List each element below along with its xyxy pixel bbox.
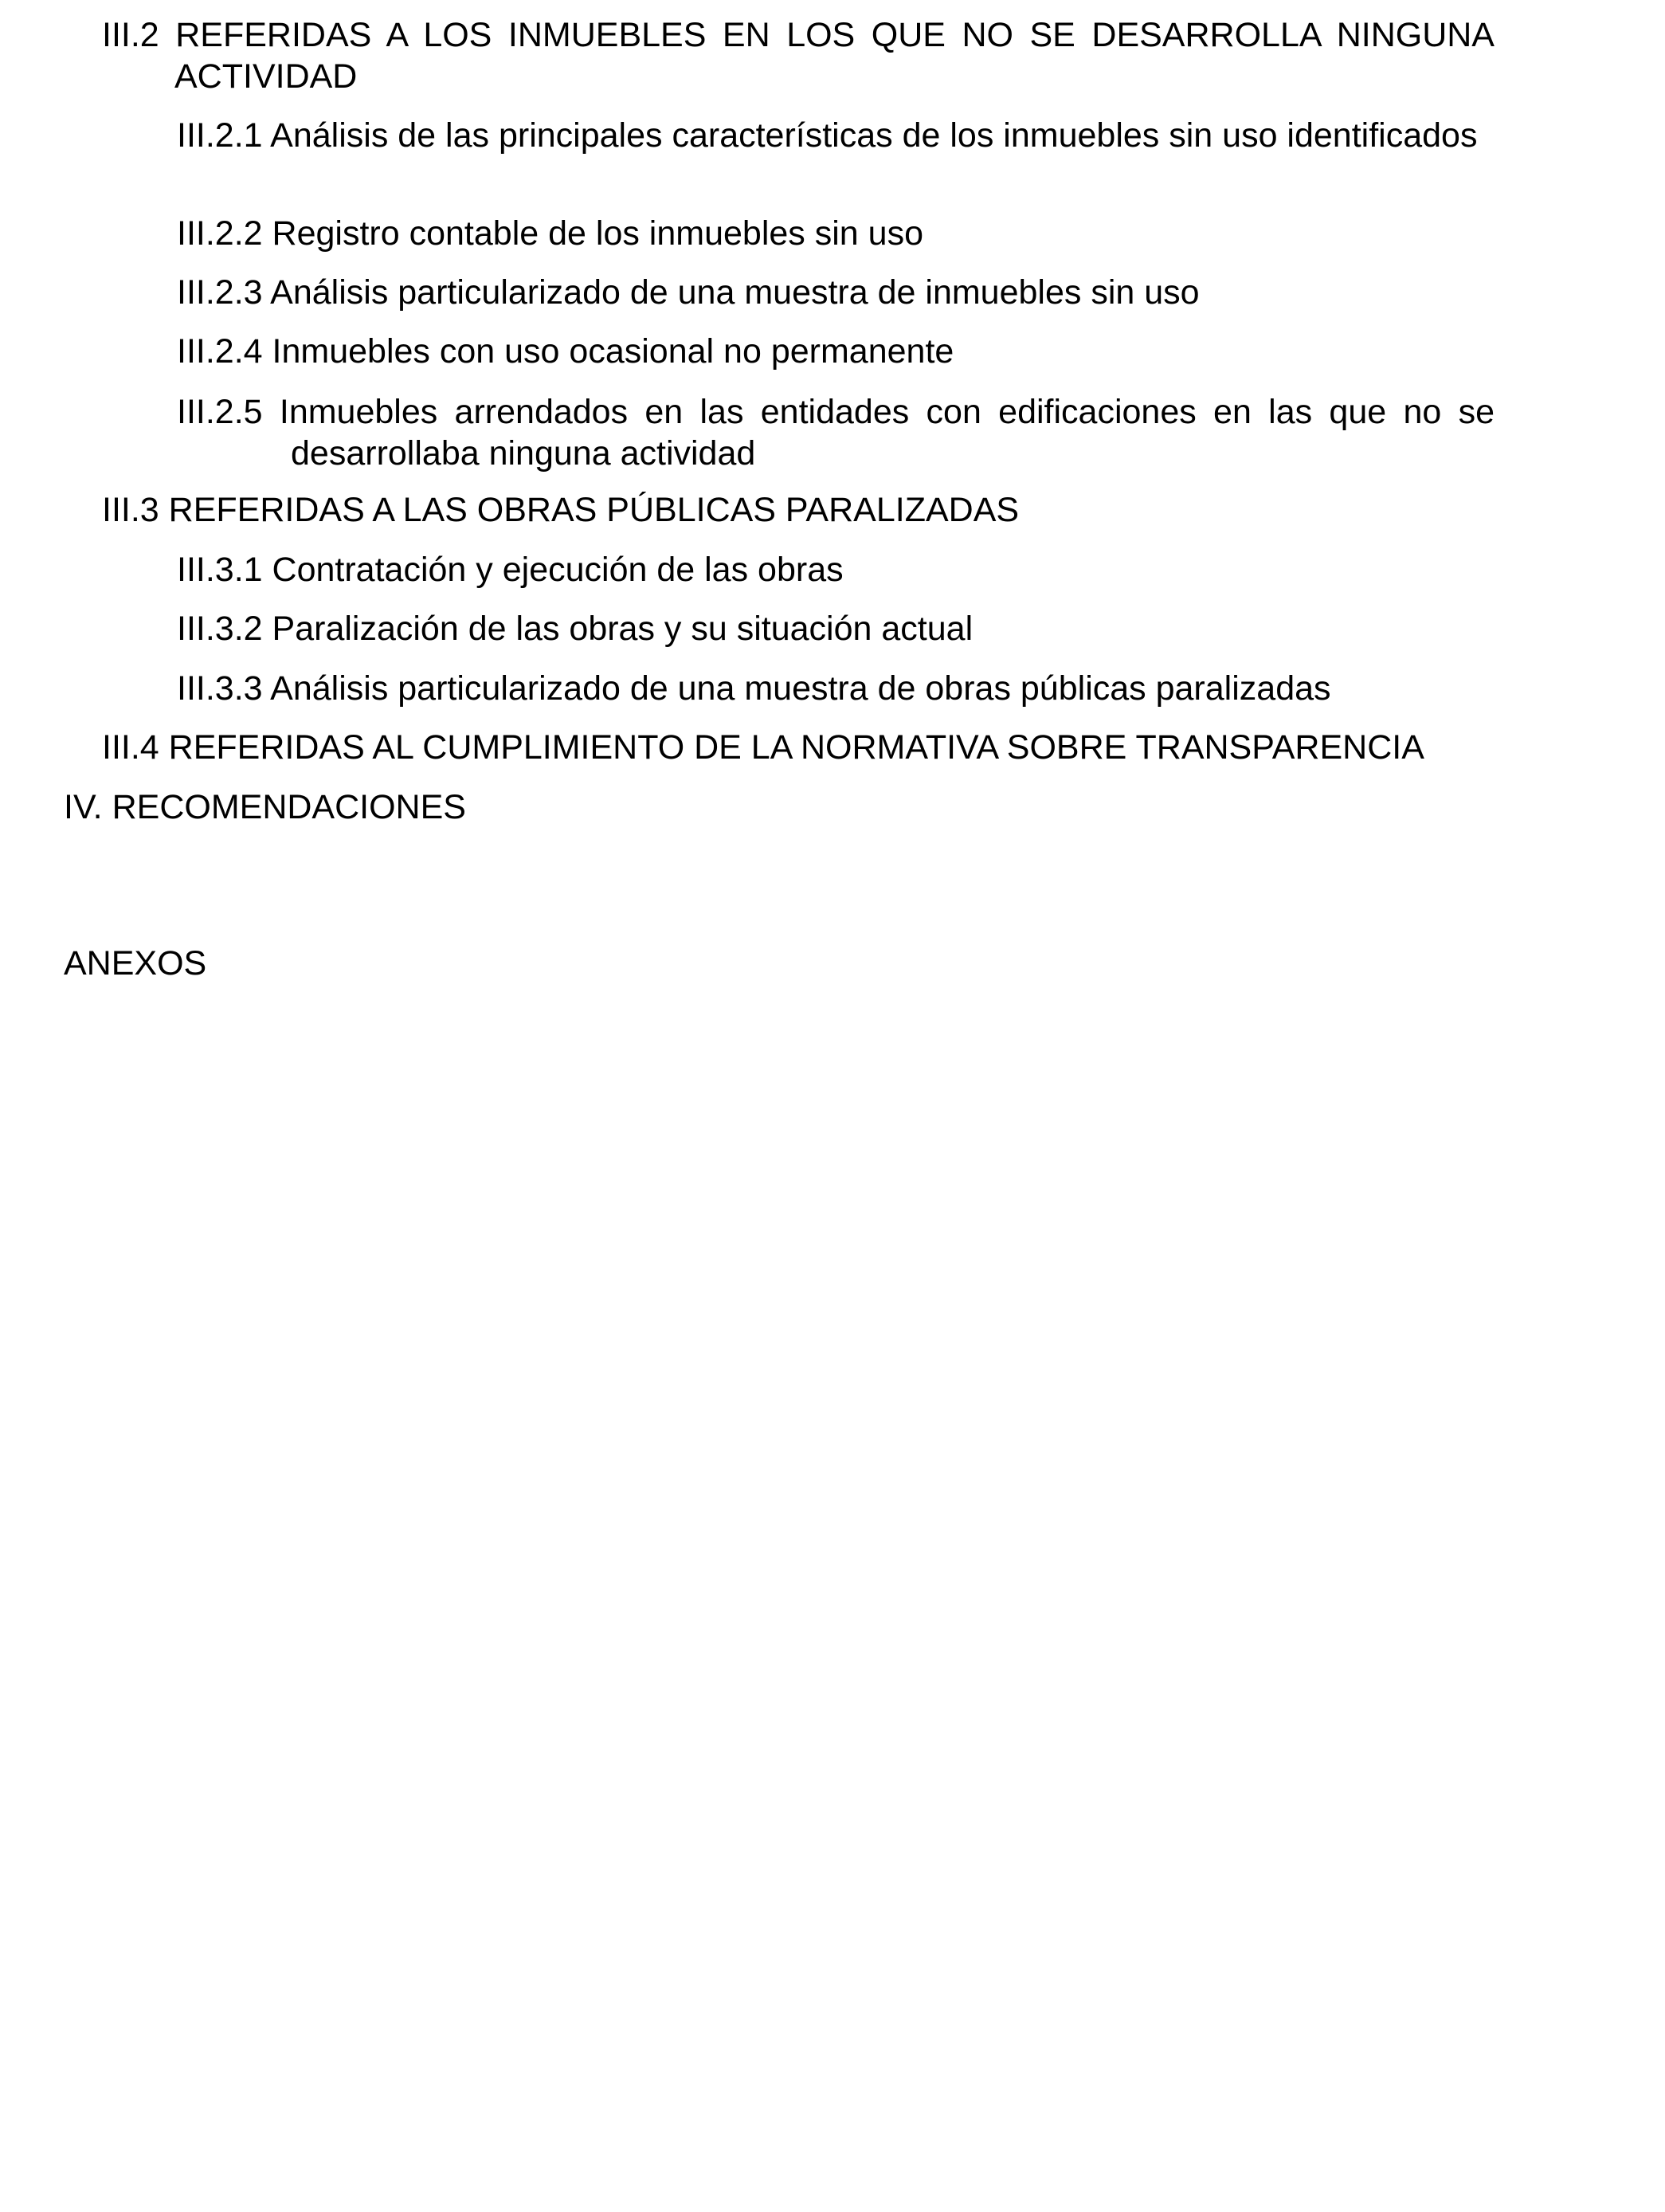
toc-entry-iii-2-5[interactable] [177,391,1495,474]
toc-number: III.3.3 [177,669,263,708]
toc-title: RECOMENDACIONES [112,788,466,826]
toc-entry-iii-2-4[interactable] [177,331,1495,372]
toc-title: Registro contable de los inmuebles sin uso [272,214,923,253]
toc-entry-iii-4[interactable] [102,727,1495,768]
toc-title: REFERIDAS AL CUMPLIMIENTO DE LA NORMATIVA SOBRE TRANSPARENCIA [168,728,1424,767]
toc-title: Análisis particularizado de una muestra de obras públicas paralizadas [270,669,1331,708]
toc-number: III.2.3 [177,273,263,312]
toc-number: III.2.4 [177,332,263,371]
toc-title: Inmuebles arrendados en las entidades con edificaciones en las que no se desarrollaba ninguna actividad [279,393,1495,473]
toc-entry-iii-2-3[interactable] [177,272,1495,313]
toc-title: Análisis de las principales características de los inmuebles sin uso identificados [270,116,1478,155]
toc-title: Inmuebles con uso ocasional no permanente [272,332,954,371]
toc-title: REFERIDAS A LOS INMUEBLES EN LOS QUE NO SE DESARROLLA NINGUNA ACTIVIDAD [174,16,1495,96]
toc-number: III.3.2 [177,610,263,648]
toc-title: ANEXOS [64,944,207,982]
toc-entry-iii-3[interactable] [102,489,1495,531]
toc-number: IV. [64,788,103,826]
toc-title: Paralización de las obras y su situación actual [272,610,974,648]
toc-number: III.2.2 [177,214,263,253]
toc-title: Contratación y ejecución de las obras [272,551,844,589]
toc-entry-iii-2-1[interactable] [177,115,1495,156]
toc-title: REFERIDAS A LAS OBRAS PÚBLICAS PARALIZADAS [168,491,1020,529]
toc-number: III.2 [102,16,159,54]
toc-entry-iii-2-2[interactable] [177,213,1495,254]
toc-number: III.3 [102,491,159,529]
toc-entry-iii-3-1[interactable] [177,549,1495,590]
toc-entry-iii-3-2[interactable] [177,608,1495,649]
toc-number: III.2.5 [177,393,263,431]
toc-entry-iii-3-3[interactable] [177,668,1495,709]
toc-entry-annexes[interactable] [64,943,206,984]
toc-number: III.3.1 [177,551,263,589]
toc-entry-iv[interactable] [64,786,466,828]
toc-title: Análisis particularizado de una muestra de inmuebles sin uso [270,273,1200,312]
toc-entry-iii-2[interactable] [102,14,1495,97]
toc-number: III.4 [102,728,159,767]
toc-number: III.2.1 [177,116,263,155]
